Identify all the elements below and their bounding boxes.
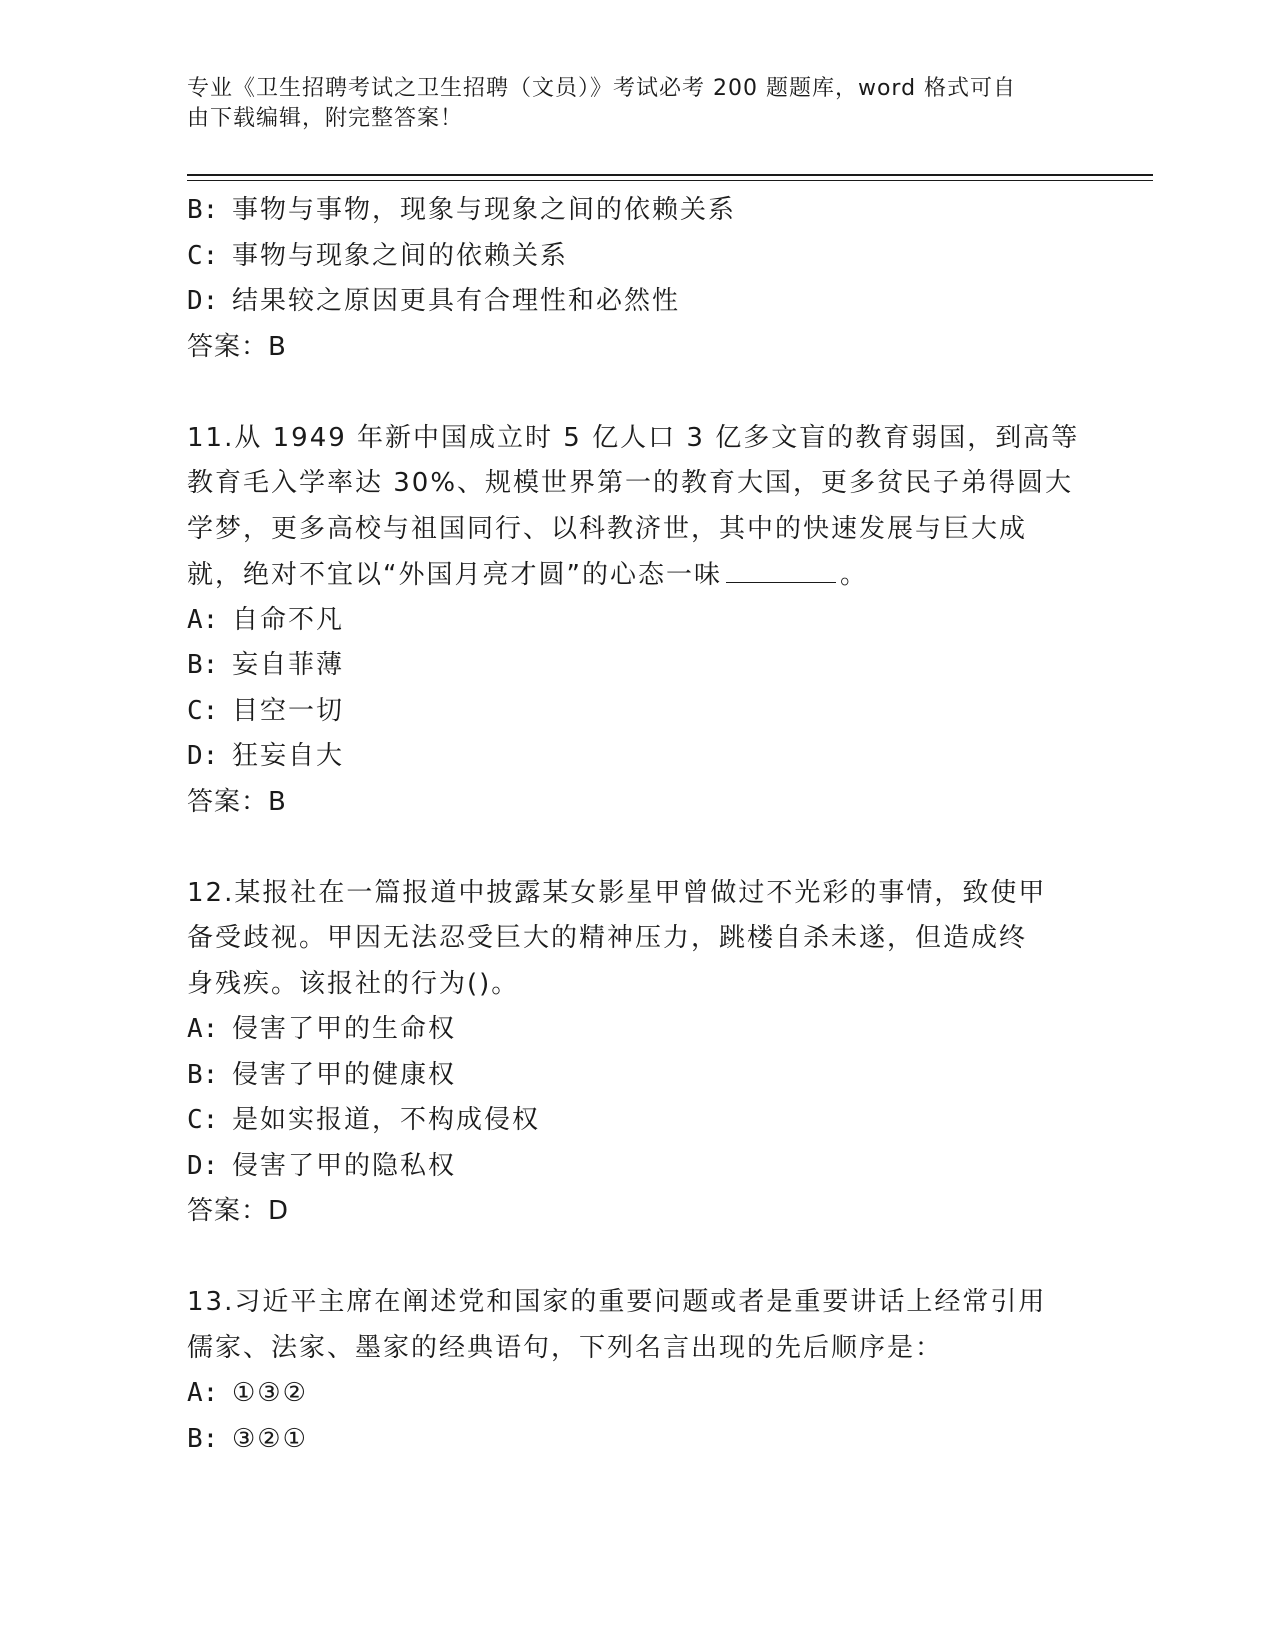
question-stem-line: 学梦，更多高校与祖国同行、以科教济世，其中的快速发展与巨大成 (187, 513, 1028, 544)
option-text: 是如实报道，不构成侵权 (232, 1105, 541, 1135)
answer-line: 答案：B (187, 331, 287, 362)
option-letter: B: (187, 1059, 219, 1090)
option-text: 目空一切 (232, 695, 345, 726)
option-text: 自命不凡 (232, 604, 345, 635)
option-c (187, 234, 1087, 280)
option-b (187, 643, 1087, 689)
option-text: 侵害了甲的隐私权 (232, 1150, 457, 1181)
option-text: 狂妄自大 (232, 741, 345, 771)
question-11 (187, 416, 1087, 826)
option-letter: A: (187, 1378, 219, 1408)
answer-line: 答案：B (187, 786, 287, 817)
option-c (187, 689, 1087, 735)
question-stem-line: 备受歧视。甲因无法忍受巨大的精神压力，跳楼自杀未遂，但造成终 (187, 923, 1028, 953)
question-stem-line: 身残疾。该报社的行为()。 (187, 968, 520, 999)
option-d (187, 734, 1087, 780)
question-12 (187, 871, 1087, 1235)
option-letter: A: (187, 604, 219, 635)
question-13 (187, 1280, 1087, 1462)
fill-in-blank (726, 552, 836, 583)
option-d (187, 1144, 1087, 1190)
option-letter: C: (187, 240, 219, 271)
option-a (187, 1371, 1087, 1417)
option-letter: D: (187, 741, 219, 771)
option-text: 妄自菲薄 (232, 650, 345, 680)
option-text: 侵害了甲的生命权 (232, 1014, 457, 1044)
option-letter: C: (187, 1105, 219, 1135)
question-stem-line: 13.习近平主席在阐述党和国家的重要问题或者是重要讲话上经常引用 (187, 1287, 1047, 1317)
question-10 (187, 188, 1087, 370)
question-stem-line (187, 552, 1087, 598)
option-text: ①③② (232, 1378, 308, 1408)
option-letter: B: (187, 1423, 219, 1454)
option-text: 事物与现象之间的依赖关系 (232, 240, 569, 271)
question-gap (187, 1235, 1087, 1281)
option-b (187, 188, 1087, 234)
option-text: 侵害了甲的健康权 (232, 1059, 457, 1090)
question-content (187, 188, 1087, 1462)
option-letter: A: (187, 1014, 219, 1044)
header-divider-thick (187, 174, 1153, 176)
option-a (187, 1007, 1087, 1053)
answer-line: 答案：D (187, 1196, 290, 1226)
question-gap (187, 825, 1087, 871)
header-divider-thin (187, 180, 1153, 181)
option-text: 结果较之原因更具有合理性和必然性 (232, 286, 681, 316)
question-stem-line: 儒家、法家、墨家的经典语句，下列名言出现的先后顺序是： (187, 1332, 944, 1363)
option-letter: B: (187, 650, 219, 680)
document-header (187, 74, 1067, 134)
option-text: 事物与事物，现象与现象之间的依赖关系 (232, 195, 737, 225)
option-letter: C: (187, 695, 219, 726)
option-letter: B: (187, 195, 219, 225)
question-stem-text: 就，绝对不宜以“外国月亮才圆”的心态一味 (187, 560, 722, 590)
question-gap (187, 370, 1087, 416)
question-stem-line: 11.从 1949 年新中国成立时 5 亿人口 3 亿多文盲的教育弱国，到高等 (187, 422, 1080, 453)
option-letter: D: (187, 286, 219, 316)
question-stem-end: 。 (839, 560, 868, 590)
option-a (187, 598, 1087, 644)
option-d (187, 279, 1087, 325)
option-text: ③②① (232, 1423, 308, 1454)
option-letter: D: (187, 1150, 219, 1181)
question-stem-line: 教育毛入学率达 30%、规模世界第一的教育大国，更多贫民子弟得圆大 (187, 468, 1074, 498)
option-c (187, 1098, 1087, 1144)
header-line-1: 专业《卫生招聘考试之卫生招聘（文员）》考试必考 200 题题库，word 格式可自 (187, 76, 1017, 101)
option-b (187, 1417, 1087, 1463)
question-stem-line: 12.某报社在一篇报道中披露某女影星甲曾做过不光彩的事情，致使甲 (187, 877, 1047, 908)
header-line-2: 由下载编辑，附完整答案！ (187, 106, 464, 131)
option-b (187, 1053, 1087, 1099)
